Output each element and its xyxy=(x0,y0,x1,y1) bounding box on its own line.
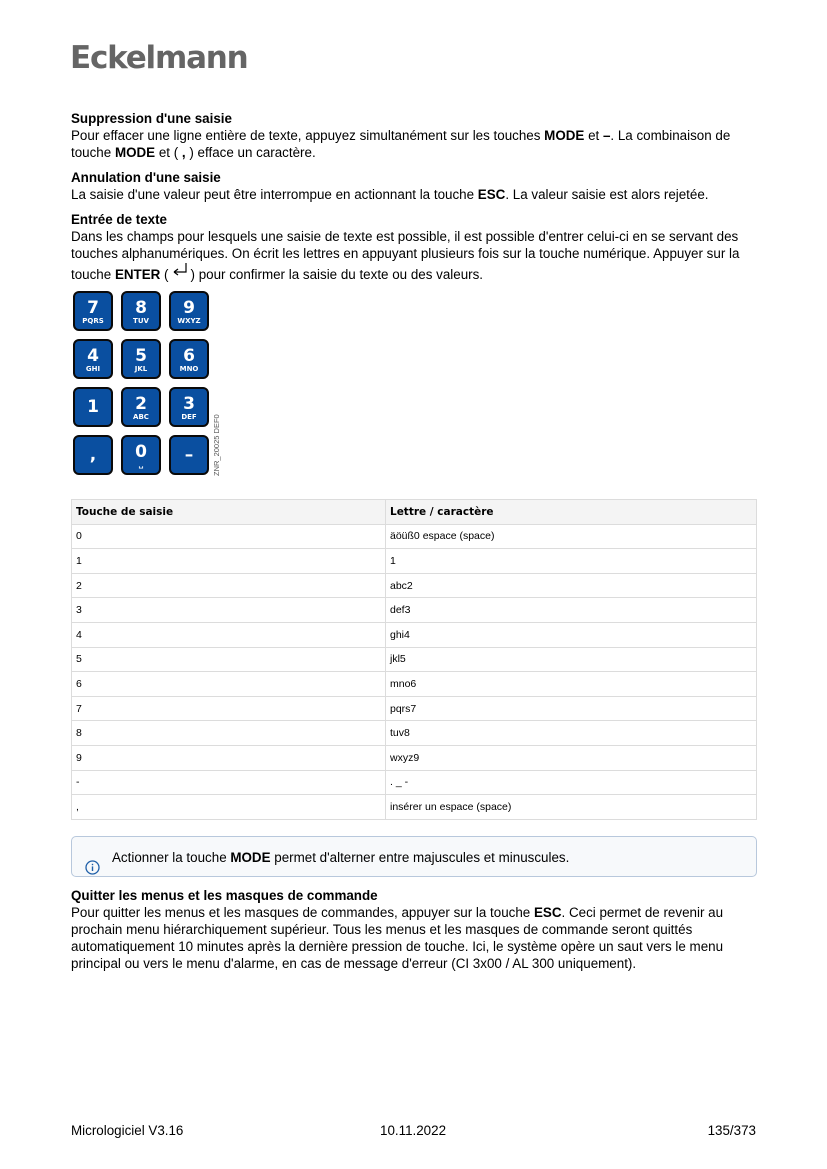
text: . La valeur saisie est alors rejetée. xyxy=(505,187,709,202)
text: Dans les champs pour lesquels une saisie de texte est possible, il est possible d'entrer celui-ci en se servant des touches alphanumériques. On écrit les lettres en appuyant plusieurs fois sur la touche numérique. Appuyer sur la touche xyxy=(71,229,740,282)
table-row xyxy=(72,672,757,697)
table-header-row xyxy=(72,500,757,525)
footer-page-number: 135/373 xyxy=(707,1123,756,1138)
section-text-entry xyxy=(71,211,757,283)
table-cell: insérer un espace (space) xyxy=(386,795,757,820)
info-icon xyxy=(85,850,100,865)
key-letters: JKL xyxy=(134,365,148,373)
table-row xyxy=(72,795,757,820)
key-number: 9 xyxy=(183,298,195,318)
section-title: Quitter les menus et les masques de commande xyxy=(71,888,378,903)
table-row xyxy=(72,573,757,598)
info-note xyxy=(71,836,757,877)
text: Pour effacer une ligne entière de texte, appuyez simultanément sur les touches xyxy=(71,128,545,143)
table-row xyxy=(72,770,757,795)
key-character-table xyxy=(71,499,757,820)
table-cell: 3 xyxy=(72,598,386,623)
text: ( xyxy=(160,267,169,282)
table-cell: 6 xyxy=(72,672,386,697)
text: Actionner la touche xyxy=(112,850,231,865)
key-letters: TUV xyxy=(133,317,149,325)
text: et xyxy=(584,128,603,143)
key-number: 7 xyxy=(87,298,99,318)
key-number: 4 xyxy=(87,346,99,366)
key-1 xyxy=(73,387,113,427)
key-name: ENTER xyxy=(114,267,161,282)
key-name: , xyxy=(181,145,186,160)
table-cell: 2 xyxy=(72,573,386,598)
table-cell: wxyz9 xyxy=(386,745,757,770)
table-row xyxy=(72,524,757,549)
key-number: 6 xyxy=(183,346,195,366)
text: ) efface un caractère. xyxy=(185,145,316,160)
footer-date: 10.11.2022 xyxy=(380,1123,447,1138)
text: et ( xyxy=(155,145,182,160)
table-cell: - xyxy=(72,770,386,795)
key-5 xyxy=(121,339,161,379)
brand-logo: Eckelmann xyxy=(70,40,248,76)
key-letters: ABC xyxy=(133,413,149,421)
key-name: ESC xyxy=(533,905,562,920)
key-number: 0 xyxy=(135,442,147,462)
table-cell: tuv8 xyxy=(386,721,757,746)
column-header: Touche de saisie xyxy=(72,500,386,525)
table-row xyxy=(72,598,757,623)
key-3 xyxy=(169,387,209,427)
main-content xyxy=(71,110,757,291)
enter-key-icon xyxy=(171,262,189,276)
key-9 xyxy=(169,291,209,331)
key-number: 3 xyxy=(183,394,195,414)
table-cell: def3 xyxy=(386,598,757,623)
section-delete xyxy=(71,110,757,161)
key-letters: GHI xyxy=(85,365,101,373)
key-number: 8 xyxy=(135,298,147,318)
key-name: MODE xyxy=(114,145,156,160)
footer-version: Micrologiciel V3.16 xyxy=(71,1123,184,1138)
text: La saisie d'une valeur peut être interrompue en actionnant la touche xyxy=(71,187,478,202)
section-title: Entrée de texte xyxy=(71,212,168,227)
table-cell: 1 xyxy=(72,549,386,574)
text: ) pour confirmer la saisie du texte ou des valeurs. xyxy=(190,267,484,282)
text: Pour quitter les menus et les masques de commandes, appuyer sur la touche xyxy=(71,905,534,920)
table-row xyxy=(72,696,757,721)
note-text xyxy=(112,837,569,878)
table-row xyxy=(72,721,757,746)
key-7 xyxy=(73,291,113,331)
table-cell: äöüß0 espace (space) xyxy=(386,524,757,549)
key-number: 2 xyxy=(135,394,147,414)
section-title: Suppression d'une saisie xyxy=(71,111,232,126)
key-8 xyxy=(121,291,161,331)
section-quit xyxy=(71,887,757,972)
text: permet d'alterner entre majuscules et minuscules. xyxy=(270,850,570,865)
table-cell: . _ - xyxy=(386,770,757,795)
key-letters: PQRS xyxy=(82,317,104,325)
table-cell: 1 xyxy=(386,549,757,574)
key-number: – xyxy=(184,445,194,465)
key-letters: DEF xyxy=(181,413,197,421)
key-name: – xyxy=(602,128,611,143)
table-cell: 4 xyxy=(72,622,386,647)
table-cell: 8 xyxy=(72,721,386,746)
table-cell: 5 xyxy=(72,647,386,672)
key-minus xyxy=(169,435,209,475)
key-letters: ␣ xyxy=(138,461,144,469)
table-cell: 7 xyxy=(72,696,386,721)
table-cell: mno6 xyxy=(386,672,757,697)
text: . La combinaison de touche xyxy=(71,128,731,160)
column-header: Lettre / caractère xyxy=(386,500,757,525)
text: . Ceci permet de revenir au prochain menu hiérarchiquement supérieur. Tous les menus et les masques de commande seront quittés automatiquement 10 minutes après la dernière pression de touche. Ici, le système opère un saut vers le menu principal ou vers le menu d'alarme, en cas de message d'erreur (CI 3x00 / AL 300 uniquement). xyxy=(71,905,724,971)
key-number: 5 xyxy=(135,346,147,366)
key-name: MODE xyxy=(544,128,585,143)
key-name: ESC xyxy=(477,187,506,202)
table-cell: jkl5 xyxy=(386,647,757,672)
key-0 xyxy=(121,435,161,475)
key-letters: MNO xyxy=(179,365,199,373)
figure-reference: ZNR_20025 DEF0 xyxy=(212,414,221,476)
table-cell: ghi4 xyxy=(386,622,757,647)
table-row xyxy=(72,622,757,647)
table-cell: , xyxy=(72,795,386,820)
key-6 xyxy=(169,339,209,379)
table-row xyxy=(72,549,757,574)
key-number: 1 xyxy=(87,397,99,417)
section-title: Annulation d'une saisie xyxy=(71,170,221,185)
table-cell: 0 xyxy=(72,524,386,549)
table-row xyxy=(72,745,757,770)
table-cell: abc2 xyxy=(386,573,757,598)
key-letters: WXYZ xyxy=(177,317,201,325)
section-cancel xyxy=(71,169,757,203)
key-comma xyxy=(73,435,113,475)
key-2 xyxy=(121,387,161,427)
key-4 xyxy=(73,339,113,379)
table-cell: pqrs7 xyxy=(386,696,757,721)
key-number: , xyxy=(89,445,97,465)
table-cell: 9 xyxy=(72,745,386,770)
key-name: MODE xyxy=(230,850,271,865)
table-row xyxy=(72,647,757,672)
